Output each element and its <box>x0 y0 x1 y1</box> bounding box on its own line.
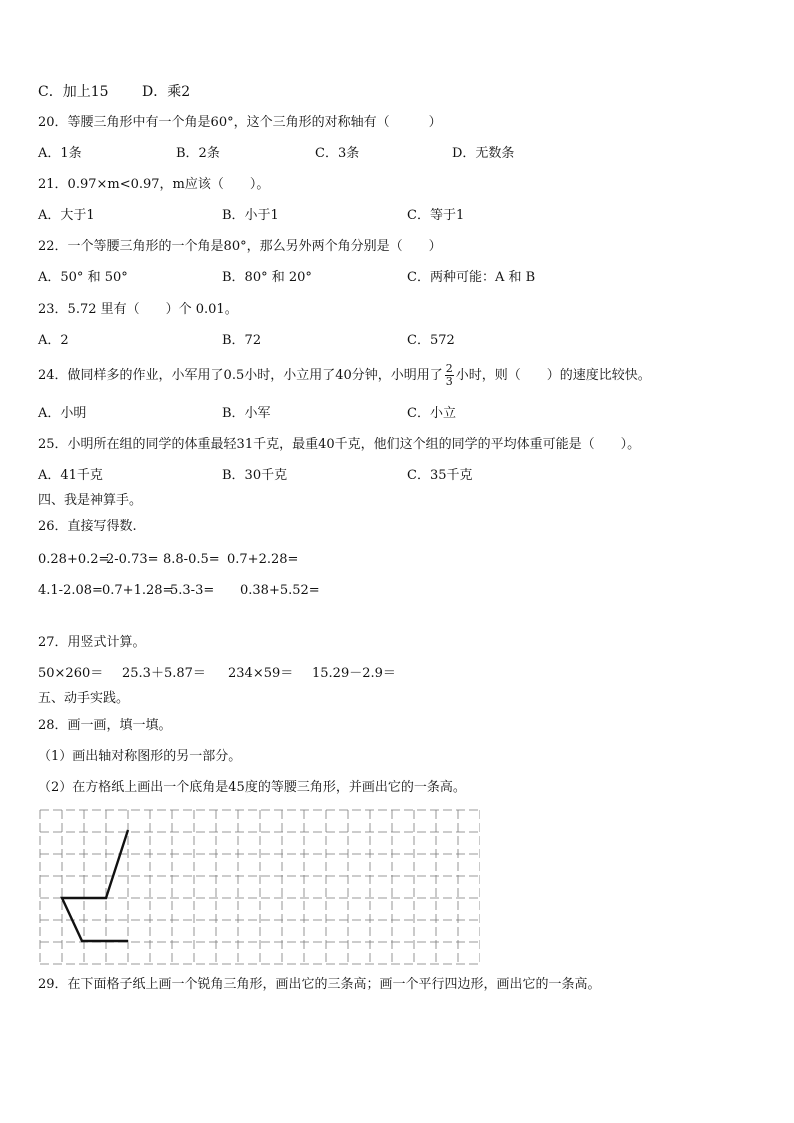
q21-option-b: B．小于1 <box>222 208 279 223</box>
q26-stem: 26．直接写得数. <box>38 519 137 534</box>
q26-item: 5.3-3= <box>170 583 215 598</box>
q19-option-d: D．乘2 <box>142 84 191 100</box>
q24-stem <box>38 358 651 394</box>
q20-option-c: C．3条 <box>315 146 360 161</box>
q26-item: 2-0.73= <box>106 552 159 567</box>
q23-option-a: A．2 <box>38 333 69 348</box>
q28-part-1: （1）画出轴对称图形的另一部分。 <box>38 749 242 764</box>
q28-stem: 28．画一画，填一填。 <box>38 718 172 733</box>
q24-fraction-denominator: 3 <box>445 375 453 388</box>
q25-option-c: C．35千克 <box>407 468 473 483</box>
q19-option-c: C．加上15 <box>38 84 109 100</box>
q22-stem: 22．一个等腰三角形的一个角是80°，那么另外两个角分别是（ ） <box>38 239 442 254</box>
q23-option-b: B．72 <box>222 333 262 348</box>
q27-item: 25.3＋5.87＝ <box>122 666 206 681</box>
q28-part-2: （2）在方格纸上画出一个底角是45度的等腰三角形，并画出它的一条高。 <box>38 780 466 795</box>
q23-stem: 23．5.72 里有（ ）个 0.01。 <box>38 302 238 317</box>
q25-option-a: A．41千克 <box>38 468 103 483</box>
section-4-heading: 四、我是神算手。 <box>38 493 143 508</box>
q21-option-a: A．大于1 <box>38 208 95 223</box>
q25-option-b: B．30千克 <box>222 468 288 483</box>
grid-paper[interactable] <box>36 806 480 966</box>
q24-option-b: B．小军 <box>222 406 271 421</box>
q22-option-a: A．50° 和 50° <box>38 270 128 285</box>
section-5-heading: 五、动手实践。 <box>38 691 130 706</box>
q26-item: 0.7+1.28= <box>102 583 174 598</box>
q24-fraction-numerator: 2 <box>445 362 453 375</box>
q20-stem: 20．等腰三角形中有一个角是60°，这个三角形的对称轴有（ ） <box>38 115 442 130</box>
q27-item: 15.29－2.9＝ <box>312 666 396 681</box>
q22-option-c: C．两种可能：A 和 B <box>407 270 536 285</box>
half-figure-polyline <box>62 830 128 941</box>
q26-item: 0.38+5.52= <box>240 583 320 598</box>
q21-option-c: C．等于1 <box>407 208 465 223</box>
q22-option-b: B．80° 和 20° <box>222 270 312 285</box>
q24-stem-before: 24．做同样多的作业，小军用了0.5小时，小立用了40分钟，小明用了 <box>38 368 443 383</box>
q25-stem: 25．小明所在组的同学的体重最轻31千克，最重40千克，他们这个组的同学的平均体重可能是（ ）。 <box>38 437 641 452</box>
q20-option-b: B．2条 <box>176 146 220 161</box>
q20-option-d: D．无数条 <box>452 146 515 161</box>
q23-option-c: C．572 <box>407 333 455 348</box>
q21-stem: 21．0.97×m<0.97，m应该（ ）。 <box>38 177 270 192</box>
q24-stem-after: 小时，则（ ）的速度比较快。 <box>455 368 651 383</box>
q26-item: 4.1-2.08= <box>38 583 103 598</box>
q27-stem: 27．用竖式计算。 <box>38 635 146 650</box>
q24-fraction <box>445 363 454 388</box>
q27-item: 234×59＝ <box>228 666 294 681</box>
q26-item: 0.28+0.2= <box>38 552 110 567</box>
q27-item: 50×260＝ <box>38 666 104 681</box>
q26-item: 0.7+2.28= <box>227 552 299 567</box>
q24-option-c: C．小立 <box>407 406 456 421</box>
q29-stem: 29．在下面格子纸上画一个锐角三角形，画出它的三条高；画一个平行四边形，画出它的一条高。 <box>38 977 601 992</box>
q26-item: 8.8-0.5= <box>163 552 220 567</box>
q24-option-a: A．小明 <box>38 406 87 421</box>
q20-option-a: A．1条 <box>38 146 82 161</box>
